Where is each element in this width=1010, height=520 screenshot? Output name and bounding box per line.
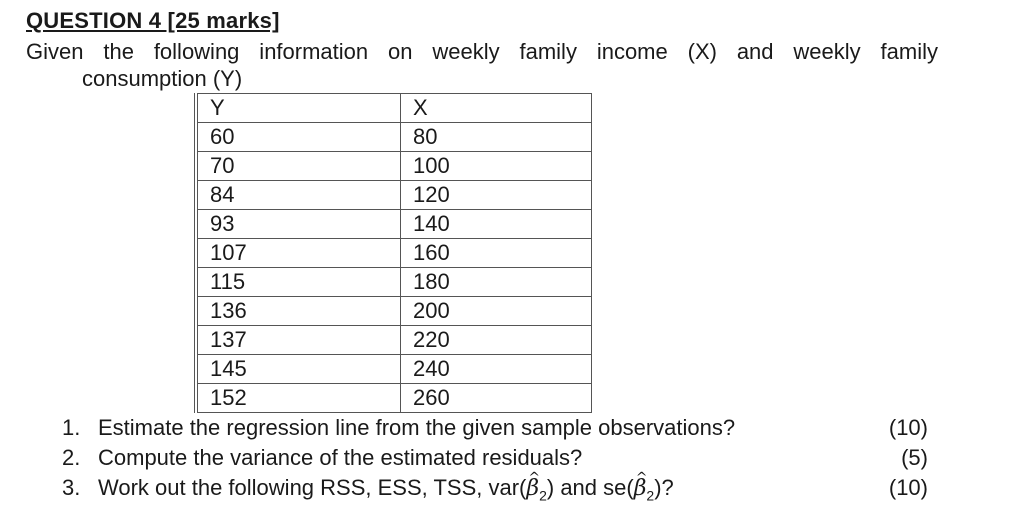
table-row: [196, 384, 592, 413]
cell-x: 140: [401, 210, 592, 239]
question-number: 2.: [62, 445, 81, 470]
table-row: [196, 297, 592, 326]
question-marks: (10): [888, 415, 928, 440]
cell-x: 100: [401, 152, 592, 181]
cell-x: 180: [401, 268, 592, 297]
table-row: [196, 268, 592, 297]
table-row: [196, 355, 592, 384]
question-list: [62, 413, 932, 503]
table-row: [196, 181, 592, 210]
table-row: [196, 123, 592, 152]
cell-x: 80: [401, 123, 592, 152]
question-intro: Given the following information on weekly family income (X) and weekly family: [26, 39, 938, 64]
cell-y: 145: [196, 355, 401, 384]
table-row: [196, 152, 592, 181]
question-text-mid: ) and se(: [546, 475, 634, 500]
table-row: [196, 326, 592, 355]
cell-y: 152: [196, 384, 401, 413]
cell-x: 260: [401, 384, 592, 413]
cell-y: 107: [196, 239, 401, 268]
list-item: [62, 413, 932, 443]
income-consumption-table: [194, 93, 592, 413]
question-heading: QUESTION 4 [25 marks]: [26, 8, 280, 33]
question-text-suffix: )?: [654, 475, 674, 500]
question-text: Estimate the regression line from the given sample observations?: [98, 415, 736, 440]
column-header-x: X: [401, 94, 592, 123]
question-text: Compute the variance of the estimated residuals?: [98, 445, 583, 470]
beta-hat-symbol: β ^: [634, 474, 647, 504]
cell-y: 137: [196, 326, 401, 355]
cell-y: 60: [196, 123, 401, 152]
column-header-y: Y: [196, 94, 401, 123]
cell-x: 220: [401, 326, 592, 355]
question-marks: (5): [901, 445, 928, 470]
question-marks: (10): [888, 475, 928, 500]
cell-y: 115: [196, 268, 401, 297]
cell-x: 160: [401, 239, 592, 268]
table-header-row: [196, 94, 592, 123]
table-row: [196, 210, 592, 239]
cell-x: 200: [401, 297, 592, 326]
question-number: 1.: [62, 415, 81, 440]
cell-x: 120: [401, 181, 592, 210]
cell-x: 240: [401, 355, 592, 384]
list-item: [62, 443, 932, 473]
question-text-prefix: Work out the following RSS, ESS, TSS, var(: [98, 475, 527, 500]
table-row: [196, 239, 592, 268]
question-intro-continuation: consumption (Y): [82, 66, 243, 91]
question-number: 3.: [62, 475, 81, 500]
cell-y: 84: [196, 181, 401, 210]
beta-subscript: 2: [539, 487, 547, 504]
beta-hat-symbol: β ^: [526, 474, 539, 504]
cell-y: 136: [196, 297, 401, 326]
cell-y: 70: [196, 152, 401, 181]
list-item: [62, 473, 932, 503]
cell-y: 93: [196, 210, 401, 239]
beta-subscript: 2: [646, 487, 655, 504]
